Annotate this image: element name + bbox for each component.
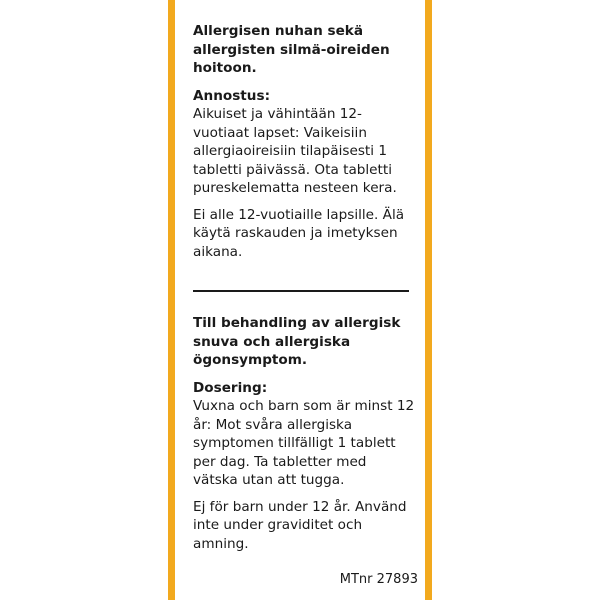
swedish-section <box>193 314 415 553</box>
finnish-dosage-title: Annostus: <box>193 87 271 104</box>
right-accent-stripe <box>425 0 432 600</box>
label-content <box>193 22 415 553</box>
finnish-heading: Allergisen nuhan sekä allergisten silmä-oireiden hoitoon. <box>193 23 390 76</box>
swedish-warning-text: Ej för barn under 12 år. Använd inte under graviditet och amning. <box>193 498 407 552</box>
finnish-dosage-text: Aikuiset ja vähintään 12-vuotiaat lapset: Vaikeisiin allergiaoireisiin tilapäisesti 1 tabletti päivässä. Ota tabletti pureskelematta nesteen kera. <box>193 106 397 196</box>
finnish-section <box>193 22 415 261</box>
swedish-dosage-title: Dosering: <box>193 379 268 396</box>
swedish-dosage-text: Vuxna och barn som är minst 12 år: Mot svåra allergiska symptomen tillfälligt 1 tablett per dag. Ta tabletter med vätska utan att tugga. <box>193 398 415 488</box>
finnish-warning-text: Ei alle 12-vuotiaille lapsille. Älä käytä raskauden ja imetyksen aikana. <box>193 206 405 260</box>
product-code: MTnr 27893 <box>339 572 418 587</box>
section-divider <box>193 290 409 292</box>
section-divider-wrap <box>193 261 415 314</box>
swedish-heading: Till behandling av allergisk snuva och allergiska ögonsymptom. <box>193 315 401 368</box>
left-accent-stripe <box>168 0 175 600</box>
